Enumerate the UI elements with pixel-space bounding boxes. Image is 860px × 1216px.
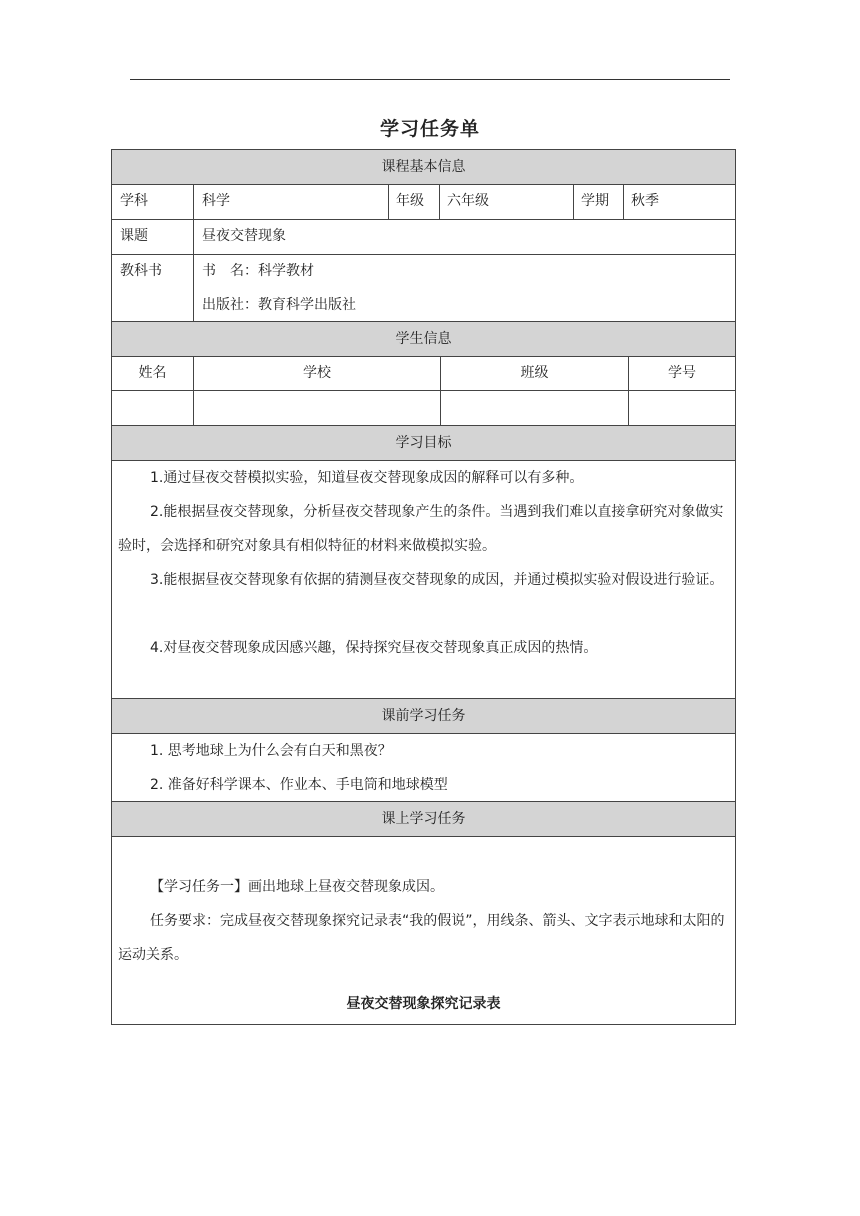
textbook-label: 教科书 bbox=[120, 263, 162, 279]
subject-label: 学科 bbox=[120, 193, 148, 209]
student-school-header: 学校 bbox=[303, 365, 331, 381]
pre-task-item: 1. 思考地球上为什么会有白天和黑夜？ bbox=[150, 743, 392, 759]
pre-task-item: 2. 准备好科学课本、作业本、手电筒和地球模型 bbox=[150, 777, 448, 793]
grade-value: 六年级 bbox=[447, 193, 489, 209]
objective-item: 1.通过昼夜交替模拟实验，知道昼夜交替现象成因的解释可以有多种。 bbox=[150, 470, 584, 486]
task-one-label: 【学习任务一】 bbox=[150, 879, 248, 895]
topic-label: 课题 bbox=[120, 228, 148, 244]
subject-value: 科学 bbox=[202, 193, 230, 209]
student-name-header: 姓名 bbox=[138, 365, 167, 381]
student-id-field[interactable] bbox=[629, 391, 735, 425]
task-one-text: 画出地球上昼夜交替现象成因。 bbox=[248, 879, 444, 895]
task-one bbox=[118, 870, 730, 904]
page-title: 学习任务单 bbox=[379, 118, 480, 140]
term-value: 秋季 bbox=[631, 193, 659, 209]
section-objectives: 学习目标 bbox=[112, 426, 735, 460]
section-student-info: 学生信息 bbox=[112, 322, 735, 356]
student-class-field[interactable] bbox=[441, 391, 628, 425]
objective-item: 2.能根据昼夜交替现象，分析昼夜交替现象产生的条件。当遇到我们难以直接拿研究对象做实验时，会选择和研究对象具有相似特征的材料来做模拟实验。 bbox=[118, 504, 724, 554]
publisher: 出版社：教育科学出版社 bbox=[202, 297, 356, 313]
student-class-header: 班级 bbox=[520, 365, 549, 381]
topic-value: 昼夜交替现象 bbox=[202, 228, 286, 244]
book-name: 书 名：科学教材 bbox=[202, 263, 314, 279]
term-label: 学期 bbox=[581, 193, 609, 209]
task-requirement: 任务要求：完成昼夜交替现象探究记录表“我的假说”，用线条、箭头、文字表示地球和太阳的运动关系。 bbox=[118, 913, 725, 963]
record-table-title: 昼夜交替现象探究记录表 bbox=[346, 996, 501, 1012]
header-rule bbox=[130, 79, 730, 80]
section-course-info: 课程基本信息 bbox=[112, 150, 735, 184]
student-school-field[interactable] bbox=[194, 391, 440, 425]
objective-item: 3.能根据昼夜交替现象有依据的猜测昼夜交替现象的成因，并通过模拟实验对假设进行验证。 bbox=[150, 572, 724, 588]
objective-item: 4.对昼夜交替现象成因感兴趣，保持探究昼夜交替现象真正成因的热情。 bbox=[150, 640, 598, 656]
student-name-field[interactable] bbox=[112, 391, 193, 425]
task-sheet-table bbox=[111, 149, 736, 1025]
section-in-class: 课上学习任务 bbox=[112, 802, 735, 836]
grade-label: 年级 bbox=[396, 193, 424, 209]
student-id-header: 学号 bbox=[668, 365, 696, 381]
section-pre-class: 课前学习任务 bbox=[112, 699, 735, 733]
